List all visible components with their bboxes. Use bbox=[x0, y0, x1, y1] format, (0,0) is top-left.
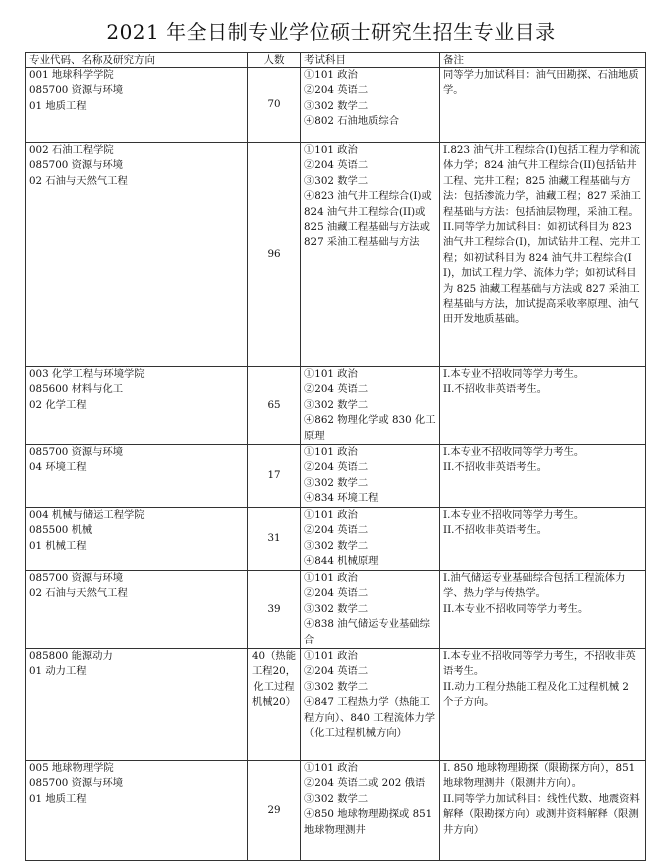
program-line: 003 化学工程与环境学院 bbox=[29, 368, 145, 380]
program-line: 085500 机械 bbox=[29, 524, 93, 537]
subject-item: ④844 机械原理 bbox=[304, 555, 379, 568]
header-program: 专业代码、名称及研究方向 bbox=[26, 53, 248, 68]
program-line: 085800 能源动力 bbox=[29, 650, 113, 663]
program-cell bbox=[26, 367, 248, 445]
note-item: I.本专业不招收同等学力考生。 bbox=[443, 446, 585, 459]
program-line: 04 环境工程 bbox=[29, 461, 87, 474]
table-row bbox=[26, 571, 646, 649]
note-item: II.同等学力加试科目：线性代数、地震资料解释（限勘探方向）或测井资料解释（限测井方向） bbox=[443, 792, 640, 836]
notes-cell bbox=[440, 649, 646, 761]
subject-item: ①101 政治 bbox=[304, 762, 358, 775]
subject-item: ①101 政治 bbox=[304, 144, 358, 156]
note-item: II.同等学力加试科目：如初试科目为 823 油气井工程综合(I)，加试钻井工程、完井工程；如初试科目为 824 油气井工程综合(II)，加试工程力学、流体力学；如初试科目为 825 油藏工程基础与方法或 827 采油工程基础与方法，加试提高采收率原理、油气田开发地质基础。 bbox=[443, 221, 641, 326]
subject-item: ③302 数学二 bbox=[304, 99, 369, 112]
subject-item: ③302 数学二 bbox=[304, 476, 369, 489]
count-cell: 39 bbox=[248, 571, 301, 649]
program-cell bbox=[26, 761, 248, 861]
subject-item: ③302 数学二 bbox=[304, 539, 369, 552]
subject-item: ④850 地球物理勘探或 851 地球物理测井 bbox=[304, 808, 433, 836]
header-notes: 备注 bbox=[440, 53, 646, 68]
program-cell bbox=[26, 445, 248, 508]
subject-item: ①101 政治 bbox=[304, 650, 358, 663]
subject-item: ④838 油气储运专业基础综合 bbox=[304, 618, 430, 646]
program-cell bbox=[26, 68, 248, 143]
program-line: 02 化学工程 bbox=[29, 398, 87, 411]
subjects-cell bbox=[301, 143, 440, 367]
program-line: 001 地球科学学院 bbox=[29, 69, 114, 81]
table-row bbox=[26, 649, 646, 761]
note-item: II.本专业不招收同等学力考生。 bbox=[443, 602, 589, 615]
table-header-row bbox=[26, 53, 646, 68]
program-line: 085700 资源与环境 bbox=[29, 446, 124, 459]
notes-cell bbox=[440, 143, 646, 367]
notes-cell bbox=[440, 445, 646, 508]
program-cell bbox=[26, 143, 248, 367]
program-line: 004 机械与储运工程学院 bbox=[29, 509, 145, 522]
note-item: I.本专业不招收同等学力考生。 bbox=[443, 368, 585, 380]
subject-item: ④862 物理化学或 830 化工原理 bbox=[304, 414, 436, 442]
program-line: 02 石油与天然气工程 bbox=[29, 174, 128, 187]
count-cell: 17 bbox=[248, 445, 301, 508]
note-item: 同等学力加试科目：油气田勘探、石油地质学。 bbox=[443, 69, 639, 97]
subject-item: ①101 政治 bbox=[304, 572, 358, 585]
table-row bbox=[26, 761, 646, 861]
program-cell bbox=[26, 571, 248, 649]
subject-item: ④834 环境工程 bbox=[304, 492, 379, 505]
subject-item: ①101 政治 bbox=[304, 509, 358, 522]
subjects-cell bbox=[301, 68, 440, 143]
notes-cell bbox=[440, 571, 646, 649]
table-row bbox=[26, 445, 646, 508]
subject-item: ①101 政治 bbox=[304, 69, 358, 81]
subjects-cell bbox=[301, 508, 440, 571]
program-line: 002 石油工程学院 bbox=[29, 144, 114, 156]
subject-item: ③302 数学二 bbox=[304, 792, 369, 805]
table-row bbox=[26, 68, 646, 143]
subject-item: ②204 英语二 bbox=[304, 587, 369, 600]
count-cell: 65 bbox=[248, 367, 301, 445]
note-item: I.823 油气井工程综合(I)包括工程力学和流体力学；824 油气井工程综合(II)包括钻井工程、完井工程；825 油藏工程基础与方法：包括渗流力学，油藏工程；827 采油工程基础与方法：包括油层物理，采油工程。 bbox=[443, 144, 641, 218]
subject-item: ③302 数学二 bbox=[304, 174, 369, 187]
note-item: II.不招收非英语考生。 bbox=[443, 383, 548, 396]
subject-item: ②204 英语二 bbox=[304, 461, 369, 474]
subject-item: ②204 英语二 bbox=[304, 524, 369, 537]
program-line: 01 动力工程 bbox=[29, 665, 87, 678]
note-item: I.本专业不招收同等学力考生。 bbox=[443, 509, 585, 522]
count-cell: 96 bbox=[248, 143, 301, 367]
subject-item: ④847 工程热力学（热能工程方向）、840 工程流体力学（化工过程机械方向） bbox=[304, 696, 436, 740]
header-count: 人数 bbox=[248, 53, 301, 68]
count-cell: 29 bbox=[248, 761, 301, 861]
program-line: 085700 资源与环境 bbox=[29, 159, 124, 172]
subject-item: ③302 数学二 bbox=[304, 680, 369, 693]
note-item: I. 850 地球物理勘探（限勘探方向），851 地球物理测井（限测井方向）。 bbox=[443, 762, 636, 790]
program-cell bbox=[26, 508, 248, 571]
notes-cell bbox=[440, 68, 646, 143]
note-item: II.不招收非英语考生。 bbox=[443, 461, 548, 474]
program-line: 01 地质工程 bbox=[29, 792, 87, 805]
subject-item: ①101 政治 bbox=[304, 368, 358, 380]
count-cell: 31 bbox=[248, 508, 301, 571]
subjects-cell bbox=[301, 649, 440, 761]
program-line: 085700 资源与环境 bbox=[29, 777, 124, 790]
program-line: 085700 资源与环境 bbox=[29, 572, 124, 585]
subject-item: ④823 油气井工程综合(I)或 824 油气井工程综合(II)或 825 油藏工程基础与方法或 827 采油工程基础与方法 bbox=[304, 190, 432, 249]
count-cell: 70 bbox=[248, 68, 301, 143]
note-item: II.动力工程分热能工程及化工过程机械 2 个子方向。 bbox=[443, 680, 629, 709]
program-line: 085700 资源与环境 bbox=[29, 84, 124, 97]
subjects-cell bbox=[301, 761, 440, 861]
count-cell: 40（热能工程20，化工过程机械20） bbox=[248, 649, 301, 761]
notes-cell bbox=[440, 508, 646, 571]
program-line: 02 石油与天然气工程 bbox=[29, 587, 128, 600]
program-cell bbox=[26, 649, 248, 761]
subjects-cell bbox=[301, 367, 440, 445]
header-subjects: 考试科目 bbox=[301, 53, 440, 68]
subject-item: ③302 数学二 bbox=[304, 602, 369, 615]
table-row bbox=[26, 143, 646, 367]
program-catalog-table bbox=[25, 52, 646, 861]
table-row bbox=[26, 508, 646, 571]
subject-item: ②204 英语二 bbox=[304, 665, 369, 678]
program-line: 01 机械工程 bbox=[29, 539, 87, 552]
subject-item: ②204 英语二或 202 俄语 bbox=[304, 777, 426, 790]
subject-item: ②204 英语二 bbox=[304, 84, 369, 97]
page-title: 2021 年全日制专业学位硕士研究生招生专业目录 bbox=[106, 20, 556, 44]
program-line: 01 地质工程 bbox=[29, 99, 87, 112]
subject-item: ②204 英语二 bbox=[304, 159, 369, 172]
note-item: II.不招收非英语考生。 bbox=[443, 524, 548, 537]
note-item: I.本专业不招收同等学力考生，不招收非英语考生。 bbox=[443, 650, 636, 678]
subject-item: ②204 英语二 bbox=[304, 383, 369, 396]
note-item: I.油气储运专业基础综合包括工程流体力学、热力学与传热学。 bbox=[443, 572, 626, 600]
subject-item: ①101 政治 bbox=[304, 446, 358, 459]
notes-cell bbox=[440, 761, 646, 861]
subjects-cell bbox=[301, 571, 440, 649]
program-line: 005 地球物理学院 bbox=[29, 762, 114, 775]
subject-item: ③302 数学二 bbox=[304, 398, 369, 411]
program-line: 085600 材料与化工 bbox=[29, 383, 124, 396]
notes-cell bbox=[440, 367, 646, 445]
subjects-cell bbox=[301, 445, 440, 508]
subject-item: ④802 石油地质综合 bbox=[304, 115, 400, 128]
table-row bbox=[26, 367, 646, 445]
